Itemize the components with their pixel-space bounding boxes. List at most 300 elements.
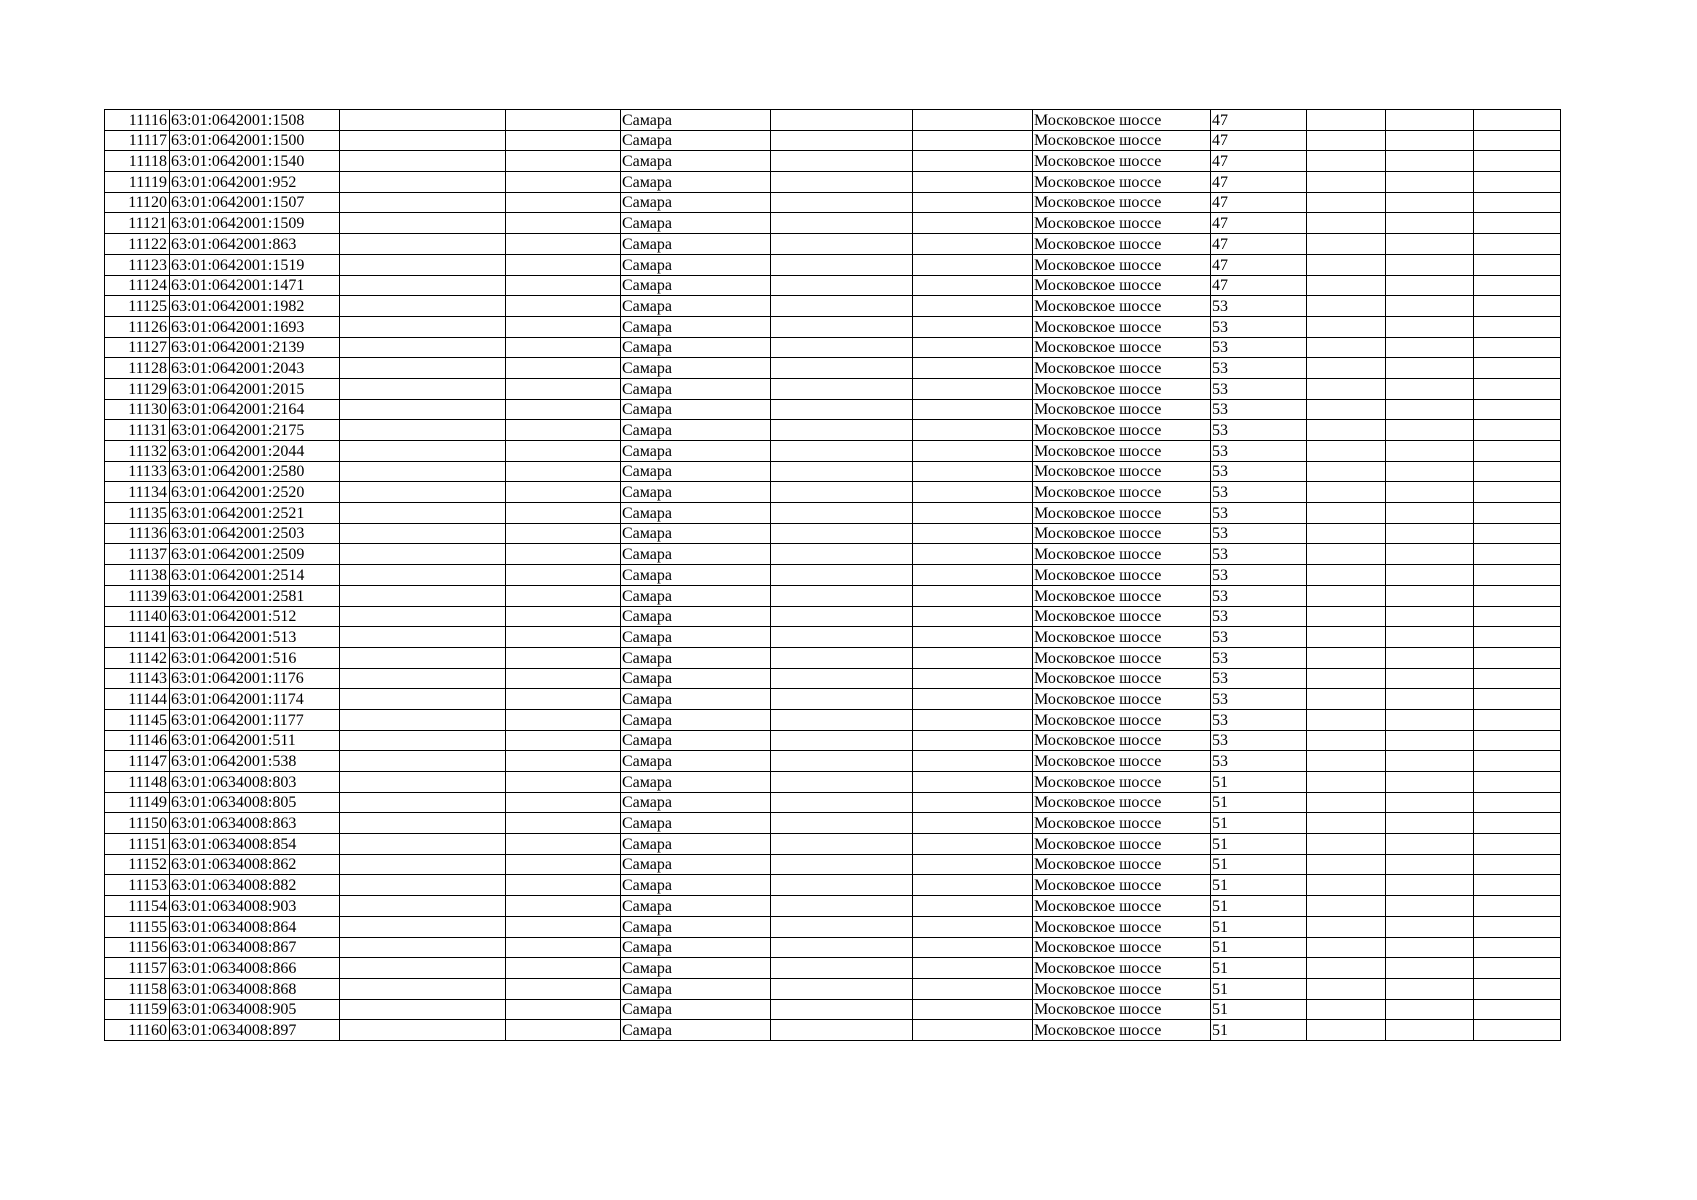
table-row bbox=[105, 668, 1561, 689]
empty-cell bbox=[1474, 647, 1561, 668]
empty-cell bbox=[1386, 896, 1474, 917]
empty-cell bbox=[1307, 647, 1386, 668]
empty-cell bbox=[340, 606, 506, 627]
empty-cell bbox=[913, 813, 1033, 834]
empty-cell bbox=[913, 730, 1033, 751]
empty-cell bbox=[913, 151, 1033, 172]
house-number-cell: 47 bbox=[1211, 213, 1307, 234]
street-cell: Московское шоссе bbox=[1033, 668, 1211, 689]
empty-cell bbox=[1307, 751, 1386, 772]
empty-cell bbox=[340, 358, 506, 379]
row-number-cell: 11158 bbox=[105, 978, 170, 999]
empty-cell bbox=[506, 358, 621, 379]
empty-cell bbox=[1386, 192, 1474, 213]
empty-cell bbox=[340, 503, 506, 524]
empty-cell bbox=[1474, 709, 1561, 730]
empty-cell bbox=[1386, 751, 1474, 772]
empty-cell bbox=[913, 772, 1033, 793]
empty-cell bbox=[913, 110, 1033, 131]
empty-cell bbox=[1386, 565, 1474, 586]
empty-cell bbox=[771, 958, 913, 979]
row-number-cell: 11160 bbox=[105, 1020, 170, 1041]
empty-cell bbox=[913, 503, 1033, 524]
house-number-cell: 53 bbox=[1211, 606, 1307, 627]
house-number-cell: 53 bbox=[1211, 751, 1307, 772]
house-number-cell: 51 bbox=[1211, 813, 1307, 834]
street-cell: Московское шоссе bbox=[1033, 151, 1211, 172]
empty-cell bbox=[340, 585, 506, 606]
empty-cell bbox=[1474, 544, 1561, 565]
empty-cell bbox=[1386, 378, 1474, 399]
empty-cell bbox=[340, 668, 506, 689]
empty-cell bbox=[1474, 254, 1561, 275]
empty-cell bbox=[1474, 916, 1561, 937]
street-cell: Московское шоссе bbox=[1033, 130, 1211, 151]
empty-cell bbox=[913, 172, 1033, 193]
empty-cell bbox=[1474, 668, 1561, 689]
table-row bbox=[105, 192, 1561, 213]
city-cell: Самара bbox=[621, 234, 771, 255]
empty-cell bbox=[1386, 399, 1474, 420]
city-cell: Самара bbox=[621, 110, 771, 131]
house-number-cell: 53 bbox=[1211, 709, 1307, 730]
empty-cell bbox=[771, 647, 913, 668]
cadastral-number-cell: 63:01:0634008:803 bbox=[170, 772, 340, 793]
house-number-cell: 51 bbox=[1211, 896, 1307, 917]
street-cell: Московское шоссе bbox=[1033, 834, 1211, 855]
empty-cell bbox=[506, 896, 621, 917]
empty-cell bbox=[1307, 110, 1386, 131]
house-number-cell: 53 bbox=[1211, 337, 1307, 358]
empty-cell bbox=[913, 896, 1033, 917]
empty-cell bbox=[506, 751, 621, 772]
empty-cell bbox=[340, 647, 506, 668]
empty-cell bbox=[913, 709, 1033, 730]
empty-cell bbox=[506, 110, 621, 131]
city-cell: Самара bbox=[621, 482, 771, 503]
empty-cell bbox=[340, 709, 506, 730]
street-cell: Московское шоссе bbox=[1033, 254, 1211, 275]
empty-cell bbox=[771, 937, 913, 958]
city-cell: Самара bbox=[621, 544, 771, 565]
empty-cell bbox=[1474, 813, 1561, 834]
empty-cell bbox=[340, 337, 506, 358]
row-number-cell: 11159 bbox=[105, 999, 170, 1020]
empty-cell bbox=[771, 627, 913, 648]
city-cell: Самара bbox=[621, 999, 771, 1020]
empty-cell bbox=[1307, 192, 1386, 213]
empty-cell bbox=[1307, 420, 1386, 441]
city-cell: Самара bbox=[621, 337, 771, 358]
empty-cell bbox=[1474, 958, 1561, 979]
empty-cell bbox=[1386, 544, 1474, 565]
row-number-cell: 11119 bbox=[105, 172, 170, 193]
street-cell: Московское шоссе bbox=[1033, 399, 1211, 420]
row-number-cell: 11131 bbox=[105, 420, 170, 441]
empty-cell bbox=[1474, 606, 1561, 627]
empty-cell bbox=[771, 192, 913, 213]
empty-cell bbox=[913, 482, 1033, 503]
table-row bbox=[105, 172, 1561, 193]
cadastral-number-cell: 63:01:0634008:866 bbox=[170, 958, 340, 979]
empty-cell bbox=[506, 978, 621, 999]
empty-cell bbox=[771, 792, 913, 813]
empty-cell bbox=[506, 296, 621, 317]
cadastral-number-cell: 63:01:0642001:1693 bbox=[170, 316, 340, 337]
house-number-cell: 47 bbox=[1211, 172, 1307, 193]
city-cell: Самара bbox=[621, 772, 771, 793]
row-number-cell: 11147 bbox=[105, 751, 170, 772]
empty-cell bbox=[506, 378, 621, 399]
house-number-cell: 51 bbox=[1211, 772, 1307, 793]
empty-cell bbox=[771, 709, 913, 730]
empty-cell bbox=[771, 834, 913, 855]
empty-cell bbox=[771, 151, 913, 172]
empty-cell bbox=[913, 544, 1033, 565]
table-row bbox=[105, 813, 1561, 834]
row-number-cell: 11143 bbox=[105, 668, 170, 689]
house-number-cell: 53 bbox=[1211, 503, 1307, 524]
house-number-cell: 51 bbox=[1211, 834, 1307, 855]
empty-cell bbox=[1307, 254, 1386, 275]
row-number-cell: 11133 bbox=[105, 461, 170, 482]
empty-cell bbox=[340, 958, 506, 979]
empty-cell bbox=[1307, 337, 1386, 358]
empty-cell bbox=[1386, 689, 1474, 710]
house-number-cell: 53 bbox=[1211, 689, 1307, 710]
empty-cell bbox=[1307, 813, 1386, 834]
street-cell: Московское шоссе bbox=[1033, 234, 1211, 255]
empty-cell bbox=[340, 213, 506, 234]
street-cell: Московское шоссе bbox=[1033, 606, 1211, 627]
table-row bbox=[105, 709, 1561, 730]
row-number-cell: 11132 bbox=[105, 441, 170, 462]
table-row bbox=[105, 937, 1561, 958]
empty-cell bbox=[1474, 627, 1561, 648]
empty-cell bbox=[1474, 772, 1561, 793]
cadastral-number-cell: 63:01:0642001:952 bbox=[170, 172, 340, 193]
empty-cell bbox=[1474, 275, 1561, 296]
empty-cell bbox=[771, 978, 913, 999]
empty-cell bbox=[340, 544, 506, 565]
street-cell: Московское шоссе bbox=[1033, 565, 1211, 586]
cadastral-number-cell: 63:01:0634008:897 bbox=[170, 1020, 340, 1041]
empty-cell bbox=[1307, 461, 1386, 482]
empty-cell bbox=[913, 834, 1033, 855]
row-number-cell: 11148 bbox=[105, 772, 170, 793]
street-cell: Московское шоссе bbox=[1033, 296, 1211, 317]
empty-cell bbox=[1307, 916, 1386, 937]
empty-cell bbox=[506, 689, 621, 710]
empty-cell bbox=[1386, 254, 1474, 275]
empty-cell bbox=[1307, 296, 1386, 317]
empty-cell bbox=[1307, 772, 1386, 793]
empty-cell bbox=[340, 234, 506, 255]
city-cell: Самара bbox=[621, 689, 771, 710]
empty-cell bbox=[506, 503, 621, 524]
cadastral-number-cell: 63:01:0642001:2520 bbox=[170, 482, 340, 503]
empty-cell bbox=[1474, 1020, 1561, 1041]
empty-cell bbox=[1474, 834, 1561, 855]
empty-cell bbox=[771, 296, 913, 317]
cadastral-number-cell: 63:01:0642001:2139 bbox=[170, 337, 340, 358]
empty-cell bbox=[913, 792, 1033, 813]
row-number-cell: 11134 bbox=[105, 482, 170, 503]
empty-cell bbox=[913, 399, 1033, 420]
street-cell: Московское шоссе bbox=[1033, 916, 1211, 937]
empty-cell bbox=[1307, 234, 1386, 255]
empty-cell bbox=[1307, 792, 1386, 813]
empty-cell bbox=[1474, 854, 1561, 875]
row-number-cell: 11116 bbox=[105, 110, 170, 131]
cadastral-number-cell: 63:01:0642001:2503 bbox=[170, 523, 340, 544]
table-row bbox=[105, 441, 1561, 462]
table-row bbox=[105, 523, 1561, 544]
empty-cell bbox=[506, 709, 621, 730]
empty-cell bbox=[1474, 792, 1561, 813]
table-row bbox=[105, 958, 1561, 979]
empty-cell bbox=[1474, 523, 1561, 544]
cadastral-number-cell: 63:01:0642001:512 bbox=[170, 606, 340, 627]
cadastral-number-cell: 63:01:0642001:511 bbox=[170, 730, 340, 751]
empty-cell bbox=[913, 213, 1033, 234]
house-number-cell: 53 bbox=[1211, 627, 1307, 648]
row-number-cell: 11127 bbox=[105, 337, 170, 358]
street-cell: Московское шоссе bbox=[1033, 441, 1211, 462]
empty-cell bbox=[1307, 875, 1386, 896]
house-number-cell: 53 bbox=[1211, 461, 1307, 482]
row-number-cell: 11150 bbox=[105, 813, 170, 834]
city-cell: Самара bbox=[621, 378, 771, 399]
city-cell: Самара bbox=[621, 172, 771, 193]
empty-cell bbox=[1386, 1020, 1474, 1041]
empty-cell bbox=[1386, 813, 1474, 834]
city-cell: Самара bbox=[621, 875, 771, 896]
empty-cell bbox=[340, 937, 506, 958]
empty-cell bbox=[1386, 709, 1474, 730]
empty-cell bbox=[913, 978, 1033, 999]
table-row bbox=[105, 978, 1561, 999]
empty-cell bbox=[1307, 316, 1386, 337]
row-number-cell: 11149 bbox=[105, 792, 170, 813]
empty-cell bbox=[913, 565, 1033, 586]
empty-cell bbox=[506, 275, 621, 296]
row-number-cell: 11122 bbox=[105, 234, 170, 255]
street-cell: Московское шоссе bbox=[1033, 772, 1211, 793]
table-row bbox=[105, 1020, 1561, 1041]
empty-cell bbox=[1474, 875, 1561, 896]
table-row bbox=[105, 792, 1561, 813]
house-number-cell: 47 bbox=[1211, 130, 1307, 151]
empty-cell bbox=[340, 751, 506, 772]
empty-cell bbox=[1386, 482, 1474, 503]
empty-cell bbox=[340, 689, 506, 710]
cadastral-number-cell: 63:01:0634008:867 bbox=[170, 937, 340, 958]
street-cell: Московское шоссе bbox=[1033, 503, 1211, 524]
street-cell: Московское шоссе bbox=[1033, 896, 1211, 917]
row-number-cell: 11136 bbox=[105, 523, 170, 544]
cadastral-number-cell: 63:01:0642001:538 bbox=[170, 751, 340, 772]
row-number-cell: 11120 bbox=[105, 192, 170, 213]
empty-cell bbox=[1474, 730, 1561, 751]
cadastral-number-cell: 63:01:0642001:2044 bbox=[170, 441, 340, 462]
empty-cell bbox=[1307, 689, 1386, 710]
empty-cell bbox=[1474, 751, 1561, 772]
street-cell: Московское шоссе bbox=[1033, 378, 1211, 399]
empty-cell bbox=[913, 523, 1033, 544]
house-number-cell: 51 bbox=[1211, 916, 1307, 937]
empty-cell bbox=[1386, 875, 1474, 896]
table-row bbox=[105, 916, 1561, 937]
street-cell: Московское шоссе bbox=[1033, 751, 1211, 772]
empty-cell bbox=[1474, 151, 1561, 172]
empty-cell bbox=[771, 854, 913, 875]
cadastral-number-cell: 63:01:0642001:2509 bbox=[170, 544, 340, 565]
empty-cell bbox=[771, 378, 913, 399]
house-number-cell: 51 bbox=[1211, 875, 1307, 896]
empty-cell bbox=[771, 751, 913, 772]
row-number-cell: 11151 bbox=[105, 834, 170, 855]
empty-cell bbox=[340, 420, 506, 441]
table-row bbox=[105, 896, 1561, 917]
house-number-cell: 51 bbox=[1211, 792, 1307, 813]
empty-cell bbox=[340, 130, 506, 151]
empty-cell bbox=[771, 668, 913, 689]
table-row bbox=[105, 399, 1561, 420]
empty-cell bbox=[913, 358, 1033, 379]
empty-cell bbox=[913, 192, 1033, 213]
empty-cell bbox=[1474, 172, 1561, 193]
empty-cell bbox=[913, 234, 1033, 255]
street-cell: Московское шоссе bbox=[1033, 978, 1211, 999]
empty-cell bbox=[1386, 172, 1474, 193]
street-cell: Московское шоссе bbox=[1033, 420, 1211, 441]
empty-cell bbox=[1386, 792, 1474, 813]
empty-cell bbox=[1474, 441, 1561, 462]
empty-cell bbox=[1307, 378, 1386, 399]
empty-cell bbox=[1307, 937, 1386, 958]
empty-cell bbox=[1474, 999, 1561, 1020]
empty-cell bbox=[1474, 110, 1561, 131]
cadastral-number-cell: 63:01:0642001:1507 bbox=[170, 192, 340, 213]
empty-cell bbox=[1386, 585, 1474, 606]
empty-cell bbox=[1386, 503, 1474, 524]
empty-cell bbox=[1307, 1020, 1386, 1041]
house-number-cell: 53 bbox=[1211, 523, 1307, 544]
house-number-cell: 47 bbox=[1211, 192, 1307, 213]
row-number-cell: 11141 bbox=[105, 627, 170, 648]
empty-cell bbox=[1386, 772, 1474, 793]
cadastral-number-cell: 63:01:0634008:805 bbox=[170, 792, 340, 813]
row-number-cell: 11137 bbox=[105, 544, 170, 565]
empty-cell bbox=[506, 399, 621, 420]
table-row bbox=[105, 234, 1561, 255]
street-cell: Московское шоссе bbox=[1033, 958, 1211, 979]
row-number-cell: 11118 bbox=[105, 151, 170, 172]
table-row bbox=[105, 627, 1561, 648]
empty-cell bbox=[506, 916, 621, 937]
empty-cell bbox=[340, 378, 506, 399]
house-number-cell: 53 bbox=[1211, 420, 1307, 441]
empty-cell bbox=[1307, 668, 1386, 689]
empty-cell bbox=[1386, 110, 1474, 131]
empty-cell bbox=[1474, 503, 1561, 524]
street-cell: Московское шоссе bbox=[1033, 337, 1211, 358]
empty-cell bbox=[913, 1020, 1033, 1041]
city-cell: Самара bbox=[621, 151, 771, 172]
empty-cell bbox=[340, 482, 506, 503]
row-number-cell: 11146 bbox=[105, 730, 170, 751]
city-cell: Самара bbox=[621, 668, 771, 689]
empty-cell bbox=[340, 110, 506, 131]
empty-cell bbox=[771, 316, 913, 337]
empty-cell bbox=[506, 999, 621, 1020]
cadastral-number-cell: 63:01:0642001:2164 bbox=[170, 399, 340, 420]
empty-cell bbox=[1474, 978, 1561, 999]
city-cell: Самара bbox=[621, 978, 771, 999]
empty-cell bbox=[771, 420, 913, 441]
street-cell: Московское шоссе bbox=[1033, 110, 1211, 131]
empty-cell bbox=[340, 916, 506, 937]
row-number-cell: 11135 bbox=[105, 503, 170, 524]
table-row bbox=[105, 130, 1561, 151]
empty-cell bbox=[1386, 358, 1474, 379]
empty-cell bbox=[1474, 420, 1561, 441]
city-cell: Самара bbox=[621, 254, 771, 275]
street-cell: Московское шоссе bbox=[1033, 999, 1211, 1020]
empty-cell bbox=[1386, 337, 1474, 358]
table-row bbox=[105, 337, 1561, 358]
empty-cell bbox=[506, 151, 621, 172]
table-row bbox=[105, 275, 1561, 296]
city-cell: Самара bbox=[621, 213, 771, 234]
city-cell: Самара bbox=[621, 937, 771, 958]
empty-cell bbox=[506, 834, 621, 855]
city-cell: Самара bbox=[621, 916, 771, 937]
empty-cell bbox=[771, 337, 913, 358]
empty-cell bbox=[1386, 916, 1474, 937]
row-number-cell: 11117 bbox=[105, 130, 170, 151]
empty-cell bbox=[771, 130, 913, 151]
table-row bbox=[105, 503, 1561, 524]
table-row bbox=[105, 751, 1561, 772]
street-cell: Московское шоссе bbox=[1033, 192, 1211, 213]
house-number-cell: 53 bbox=[1211, 482, 1307, 503]
empty-cell bbox=[771, 565, 913, 586]
empty-cell bbox=[340, 730, 506, 751]
cadastral-number-cell: 63:01:0642001:516 bbox=[170, 647, 340, 668]
house-number-cell: 47 bbox=[1211, 275, 1307, 296]
table-row bbox=[105, 544, 1561, 565]
empty-cell bbox=[1386, 420, 1474, 441]
empty-cell bbox=[771, 234, 913, 255]
empty-cell bbox=[340, 896, 506, 917]
empty-cell bbox=[913, 689, 1033, 710]
empty-cell bbox=[1386, 441, 1474, 462]
empty-cell bbox=[1386, 523, 1474, 544]
row-number-cell: 11126 bbox=[105, 316, 170, 337]
cadastral-number-cell: 63:01:0642001:2581 bbox=[170, 585, 340, 606]
table-row bbox=[105, 647, 1561, 668]
empty-cell bbox=[1307, 854, 1386, 875]
house-number-cell: 47 bbox=[1211, 234, 1307, 255]
empty-cell bbox=[506, 937, 621, 958]
street-cell: Московское шоссе bbox=[1033, 461, 1211, 482]
empty-cell bbox=[771, 606, 913, 627]
cadastral-number-cell: 63:01:0642001:863 bbox=[170, 234, 340, 255]
table-row bbox=[105, 730, 1561, 751]
house-number-cell: 47 bbox=[1211, 110, 1307, 131]
